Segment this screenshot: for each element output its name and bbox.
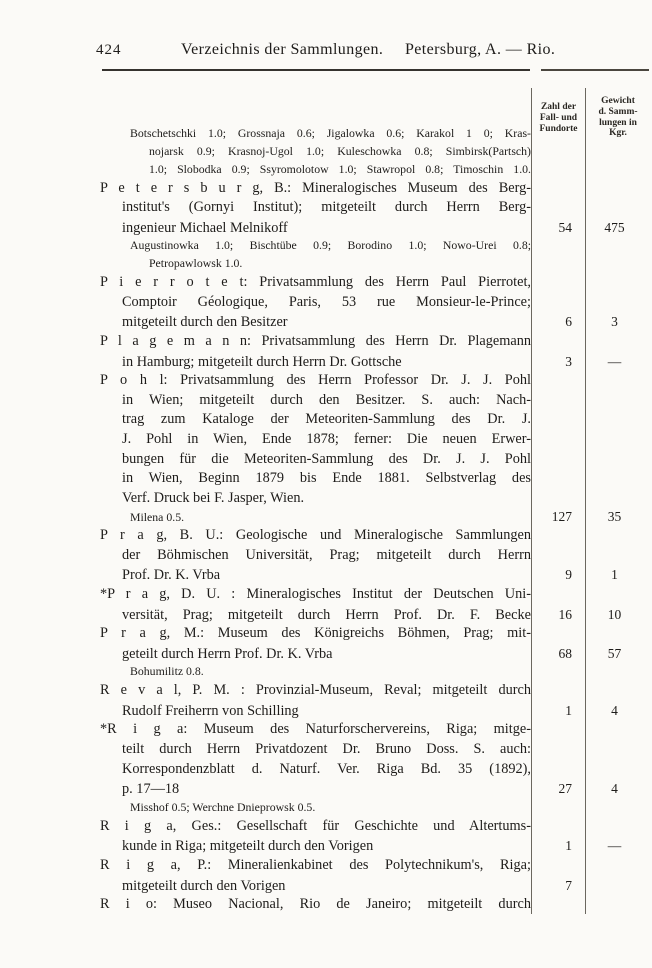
text-line-row xyxy=(100,143,652,161)
entry-text: in Wien, Beginn 1879 bis Ende 1881. Selbstverlag des xyxy=(122,470,531,487)
entry-text: P l a g e m a n n: Privatsammlung des Herrn Dr. Plagemann xyxy=(100,333,531,350)
fall-fundorte-count: 27 xyxy=(558,781,572,797)
gewicht-value: 475 xyxy=(604,219,625,235)
entry-text: Bohumilitz 0.8. xyxy=(130,664,204,679)
entry-text: P r a g, B. U.: Geologische und Mineralogische Sammlungen xyxy=(100,527,531,544)
text-line-row xyxy=(100,546,652,566)
text-line-row xyxy=(100,489,652,509)
fall-fundorte-count: 68 xyxy=(558,645,572,661)
entry-text: geteilt durch Herrn Prof. Dr. K. Vrba xyxy=(122,645,333,662)
entry-text: bungen für die Meteoriten-Sammlung des Dr. J. J. Pohl xyxy=(122,450,531,467)
column-header-line: Kgr. xyxy=(609,128,627,139)
text-line-row xyxy=(100,469,652,489)
fall-fundorte-count: 54 xyxy=(558,219,572,235)
fall-fundorte-count: 6 xyxy=(565,314,572,330)
gewicht-value: — xyxy=(607,353,622,369)
entry-text: *R i g a: Museum des Naturforschervereins, Riga; mitge- xyxy=(100,721,531,738)
text-line-row xyxy=(100,255,652,273)
column-header-line: Fall- und xyxy=(539,112,578,123)
column-header-line: lungen in xyxy=(599,117,637,128)
entry-text: teilt durch Herrn Privatdozent Dr. Bruno Doss. S. auch: xyxy=(122,741,531,758)
text-line-row xyxy=(100,293,652,313)
entry-text: R i g a, Ges.: Gesellschaft für Geschichte und Altertums- xyxy=(100,817,531,834)
entry-text: 1.0; Slobodka 0.9; Ssyromolotow 1.0; Stawropol 0.8; Timoschin 1.0. xyxy=(149,161,531,176)
page-number: 424 xyxy=(96,42,122,58)
entry-text: Verf. Druck bei F. Jasper, Wien. xyxy=(122,489,305,506)
entry-text: Rudolf Freiherrn von Schilling xyxy=(122,702,299,719)
text-line-row xyxy=(100,565,652,585)
entry-text: Botschetschki 1.0; Grossnaja 0.6; Jigalowka 0.6; Karakol 1 0; Kras- xyxy=(130,126,531,140)
column-header-line: Zahl der xyxy=(540,102,577,112)
text-line-row xyxy=(100,161,652,179)
fall-fundorte-count: 7 xyxy=(565,877,572,893)
entry-text: P r a g, M.: Museum des Königreichs Böhmen, Prag; mit- xyxy=(100,625,531,642)
entry-text: R e v a l, P. M. : Provinzial-Museum, Reval; mitgeteilt durch xyxy=(100,682,531,699)
text-line-row xyxy=(100,450,652,470)
text-line-row xyxy=(100,218,652,238)
entry-text: nojarsk 0.9; Krasnoj-Ugol 1.0; Kuleschowka 0.8; Simbirsk(Partsch) xyxy=(149,143,531,158)
entry-text: kunde in Riga; mitgeteilt durch den Vorigen xyxy=(122,838,374,855)
gewicht-value: 10 xyxy=(607,606,622,622)
gewicht-value: 4 xyxy=(611,781,618,797)
header-rule-left xyxy=(102,69,530,71)
gewicht-value: 3 xyxy=(611,314,618,330)
running-header-title: Verzeichnis der Sammlungen. xyxy=(181,41,384,58)
text-line-row xyxy=(100,237,652,255)
text-line-row xyxy=(100,760,652,780)
text-line-row xyxy=(100,817,652,837)
text-line-row xyxy=(100,644,652,664)
text-line-row xyxy=(100,125,652,143)
text-line-row xyxy=(100,410,652,430)
text-line-row xyxy=(100,720,652,740)
fall-fundorte-count: 1 xyxy=(565,702,572,718)
gewicht-value: 1 xyxy=(611,567,618,583)
text-line-row xyxy=(100,681,652,701)
text-line-row xyxy=(100,352,652,372)
text-line-row xyxy=(100,624,652,644)
entry-text: *P r a g, D. U. : Mineralogisches Institut der Deutschen Uni- xyxy=(100,586,531,603)
running-header-range: Petersburg, A. — Rio. xyxy=(405,41,556,58)
entry-text: P o h l: Privatsammlung des Herrn Professor Dr. J. J. Pohl xyxy=(100,372,531,389)
text-line-row xyxy=(100,876,652,896)
text-line-row xyxy=(100,371,652,391)
text-line-row xyxy=(100,856,652,876)
gewicht-value: — xyxy=(607,838,622,854)
gewicht-value: 57 xyxy=(607,645,622,661)
entry-text: Augustinowka 1.0; Bischtübe 0.9; Borodino 1.0; Nowo-Urei 0.8; xyxy=(130,238,531,253)
column-header-line: d. Samm- xyxy=(598,106,638,117)
fall-fundorte-count: 9 xyxy=(565,567,572,583)
text-line-row xyxy=(100,312,652,332)
entry-text: Comptoir Géologique, Paris, 53 rue Monsieur-le-Prince; xyxy=(122,293,531,310)
text-line-row xyxy=(100,799,652,817)
entry-text: in Wien; mitgeteilt durch den Besitzer. S. auch: Nach- xyxy=(122,391,531,408)
header-rule-right xyxy=(541,69,649,71)
text-line-row xyxy=(100,332,652,352)
entry-text: Milena 0.5. xyxy=(130,510,185,525)
entry-text: p. 17—18 xyxy=(122,781,180,798)
entry-text: trag zum Kataloge der Meteoriten-Sammlung des Dr. J. xyxy=(122,411,531,428)
text-line-row xyxy=(100,585,652,605)
entry-text: versität, Prag; mitgeteilt durch Herrn Prof. Dr. F. Becke xyxy=(122,606,531,623)
text-line-row xyxy=(100,179,652,199)
text-line-row xyxy=(100,663,652,681)
fall-fundorte-count: 1 xyxy=(565,838,572,854)
entry-text: J. Pohl in Wien, Ende 1878; ferner: Die neuen Erwer- xyxy=(122,430,531,447)
fall-fundorte-count: 16 xyxy=(558,606,572,622)
fall-fundorte-count: 3 xyxy=(565,353,572,369)
gewicht-value: 4 xyxy=(611,702,618,718)
text-line-row xyxy=(100,430,652,450)
entry-text: mitgeteilt durch den Besitzer xyxy=(122,314,288,331)
entry-text: P i e r r o t e t: Privatsammlung des Herrn Paul Pierrotet, xyxy=(100,274,531,291)
text-line-row xyxy=(100,836,652,856)
entry-text: ingenieur Michael Melnikoff xyxy=(122,219,288,236)
entry-text: institut's (Gornyi Institut); mitgeteilt durch Herrn Berg- xyxy=(122,199,531,216)
entry-text: Misshof 0.5; Werchne Dnieprowsk 0.5. xyxy=(130,799,316,814)
fall-fundorte-count: 127 xyxy=(551,509,572,525)
text-line-row xyxy=(100,198,652,218)
column-header-line: Gewicht xyxy=(601,96,635,106)
text-line-row xyxy=(100,895,652,915)
text-line-row xyxy=(100,740,652,760)
gewicht-value: 35 xyxy=(607,509,622,525)
text-line-row xyxy=(100,701,652,721)
entry-text: mitgeteilt durch den Vorigen xyxy=(122,877,286,894)
entry-text: Korrespondenzblatt d. Naturf. Ver. Riga Bd. 35 (1892), xyxy=(122,760,531,777)
text-line-row xyxy=(100,391,652,411)
text-line-row xyxy=(100,508,652,526)
text-line-row xyxy=(100,779,652,799)
entry-text: der Böhmischen Universität, Prag; mitgeteilt durch Herrn xyxy=(122,546,531,563)
entry-text: R i g a, P.: Mineralienkabinet des Polytechnikum's, Riga; xyxy=(100,856,531,873)
entry-text: R i o: Museo Nacional, Rio de Janeiro; mitgeteilt durch xyxy=(100,896,531,913)
entry-text: Petropawlowsk 1.0. xyxy=(149,256,243,271)
text-line-row xyxy=(100,605,652,625)
column-header-line: Fundorte xyxy=(539,123,578,134)
text-line-row xyxy=(100,273,652,293)
entry-text: P e t e r s b u r g, B.: Mineralogisches Museum des Berg- xyxy=(100,179,531,196)
entry-text: in Hamburg; mitgeteilt durch Herrn Dr. Gottsche xyxy=(122,353,402,370)
text-line-row xyxy=(100,526,652,546)
entry-text: Prof. Dr. K. Vrba xyxy=(122,567,221,584)
entry-lines xyxy=(100,125,652,915)
